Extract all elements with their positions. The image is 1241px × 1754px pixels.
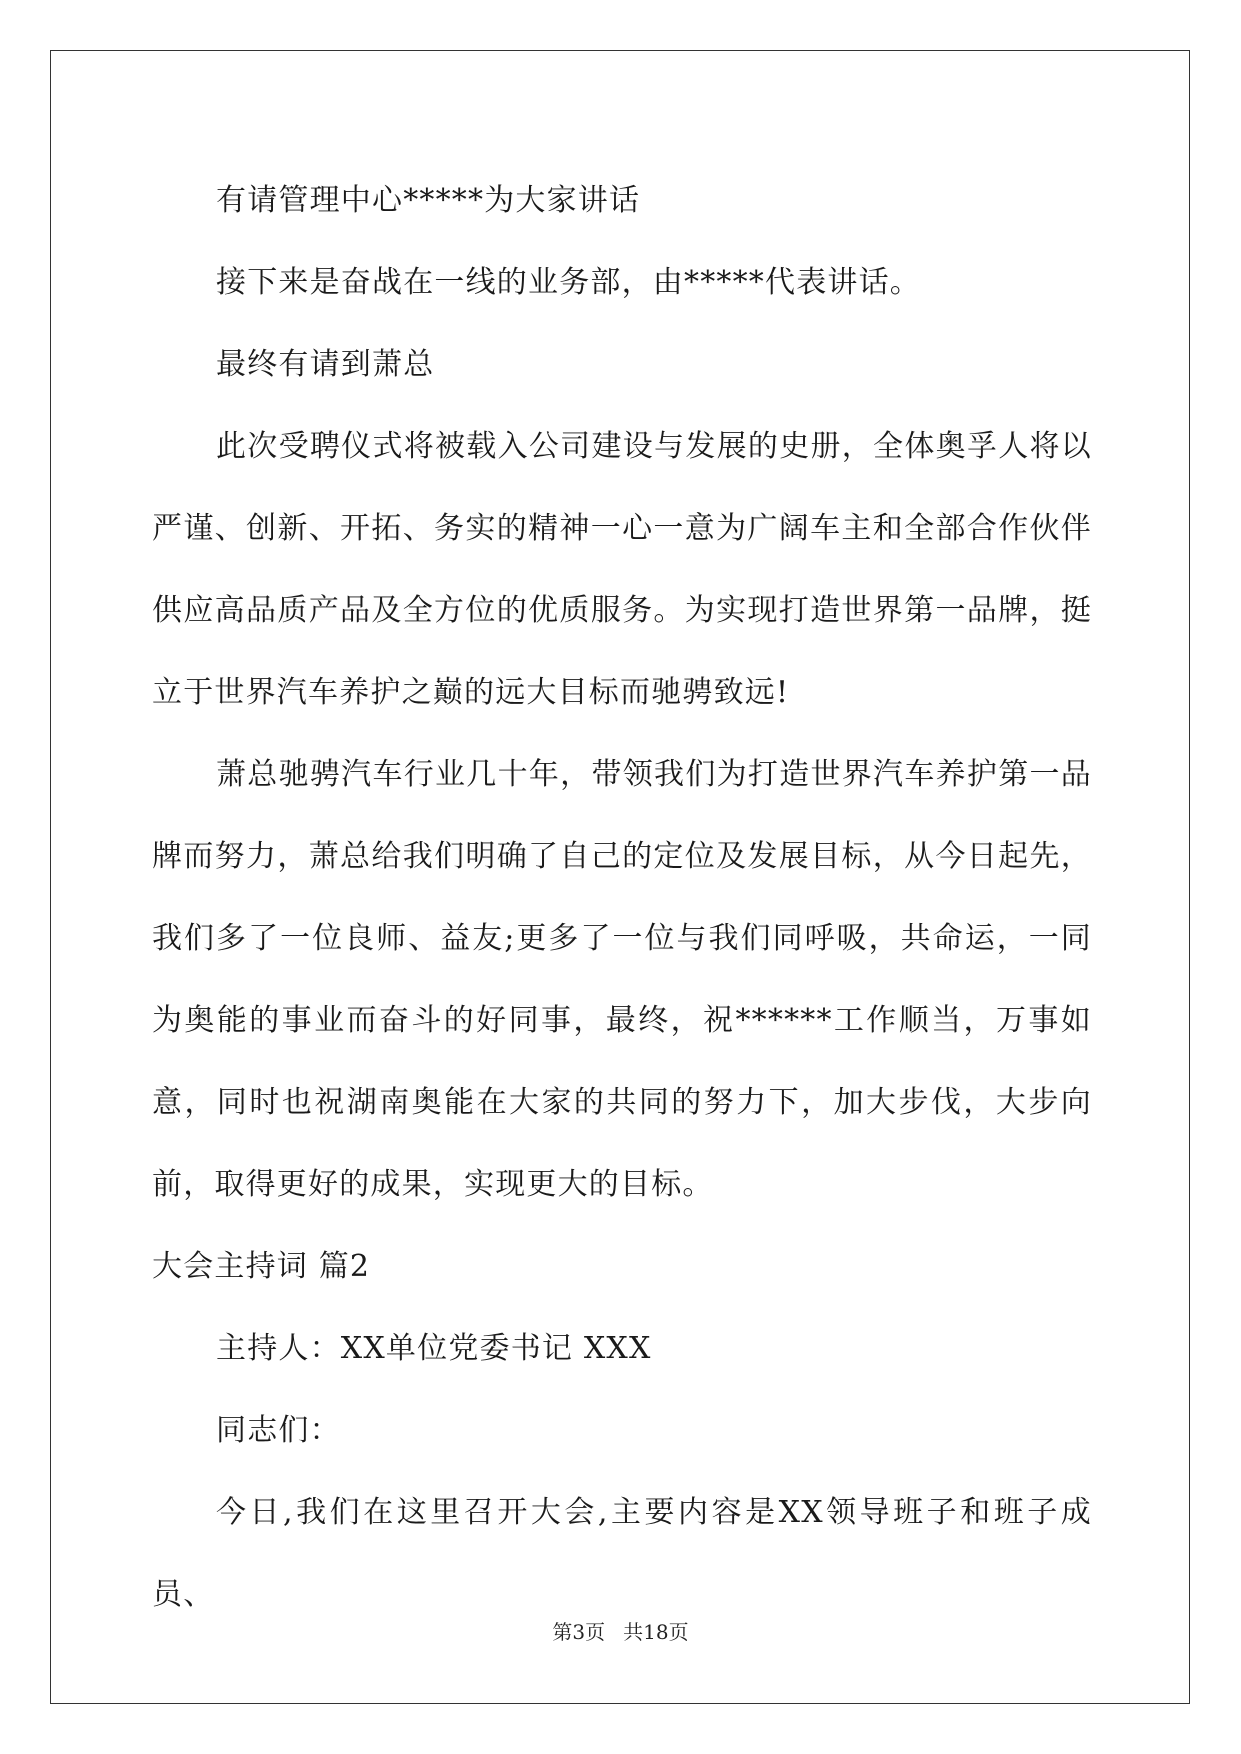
paragraph: 主持人：XX单位党委书记 XXX — [216, 1331, 652, 1366]
paragraph: 此次受聘仪式将被载入公司建设与发展的史册，全体奥孚人将以严谨、创新、开拓、务实的精神一心一意为广阔车主和全部合作伙伴供应高品质产品及全方位的优质服务。为实现打造世界第一品牌，挺立于世界汽车养护之巅的远大目标而驰骋致远! — [152, 429, 1092, 710]
paragraph: 同志们： — [216, 1413, 341, 1448]
paragraph: 最终有请到萧总 — [216, 347, 435, 382]
page-footer — [0, 1618, 1241, 1646]
paragraph: 今日,我们在这里召开大会,主要内容是XX领导班子和班子成员、 — [152, 1495, 1092, 1612]
section-heading: 大会主持词 篇2 — [152, 1249, 371, 1284]
paragraph: 萧总驰骋汽车行业几十年，带领我们为打造世界汽车养护第一品牌而努力，萧总给我们明确了自己的定位及发展目标，从今日起先，我们多了一位良师、益友;更多了一位与我们同呼吸，共命运，一同为奥能的事业而奋斗的好同事，最终，祝******工作顺当，万事如意，同时也祝湖南奥能在大家的共同的努力下，加大步伐，大步向前，取得更好的成果，实现更大的目标。 — [152, 757, 1092, 1202]
document-body — [152, 160, 1092, 1636]
paragraph: 接下来是奋战在一线的业务部，由*****代表讲话。 — [216, 265, 921, 300]
paragraph: 有请管理中心*****为大家讲话 — [216, 183, 641, 218]
page-total: 共18页 — [623, 1620, 689, 1644]
page-number: 第3页 — [552, 1620, 606, 1644]
